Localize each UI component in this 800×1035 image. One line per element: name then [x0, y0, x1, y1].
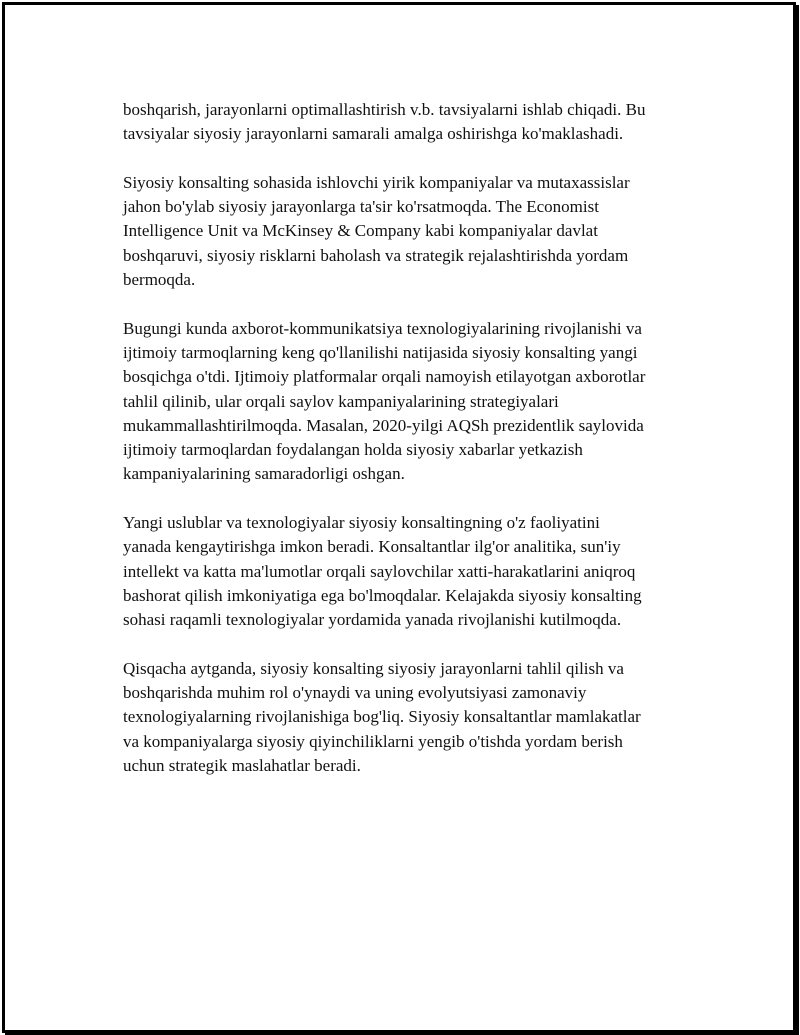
text-line: kampaniyalarining samaradorligi oshgan.	[123, 464, 405, 484]
text-line: jahon bo'ylab siyosiy jarayonlarga ta'sir ko'rsatmoqda. The Economist	[123, 197, 599, 217]
document-body	[123, 98, 689, 803]
text-line: bashorat qilish imkoniyatiga ega bo'lmoqdalar. Kelajakda siyosiy konsalting	[123, 585, 642, 605]
text-line: Yangi uslublar va texnologiyalar siyosiy konsaltingning o'z faoliyatini	[123, 513, 600, 533]
paragraph-2	[123, 171, 689, 292]
paragraph-1	[123, 98, 689, 147]
text-line: Intelligence Unit va McKinsey & Company kabi kompaniyalar davlat	[123, 221, 598, 241]
text-line: bosqichga o'tdi. Ijtimoiy platformalar orqali namoyish etilayotgan axborotlar	[123, 367, 646, 387]
text-line: sohasi raqamli texnologiyalar yordamida yanada rivojlanishi kutilmoqda.	[123, 610, 622, 630]
text-line: boshqaruvi, siyosiy risklarni baholash va strategik rejalashtirishda yordam	[123, 245, 629, 265]
text-line: boshqarishda muhim rol o'ynaydi va uning evolyutsiyasi zamonaviy	[123, 683, 587, 703]
paragraph-5	[123, 657, 689, 778]
text-line: tahlil qilinib, ular orqali saylov kampaniyalarining strategiyalari	[123, 391, 559, 411]
text-line: mukammallashtirilmoqda. Masalan, 2020-yilgi AQSh prezidentlik saylovida	[123, 415, 644, 435]
text-line: yanada kengaytirishga imkon beradi. Konsaltantlar ilg'or analitika, sun'iy	[123, 537, 621, 557]
text-line: uchun strategik maslahatlar beradi.	[123, 756, 361, 776]
text-line: va kompaniyalarga siyosiy qiyinchiliklarni yengib o'tishda yordam berish	[123, 731, 623, 751]
text-line: boshqarish, jarayonlarni optimallashtirish v.b. tavsiyalarni ishlab chiqadi. Bu	[123, 100, 646, 119]
text-line: Siyosiy konsalting sohasida ishlovchi yirik kompaniyalar va mutaxassislar	[123, 172, 630, 192]
text-line: texnologiyalarning rivojlanishiga bog'liq. Siyosiy konsaltantlar mamlakatlar	[123, 707, 641, 727]
text-line: Bugungi kunda axborot-kommunikatsiya texnologiyalarining rivojlanishi va	[123, 318, 642, 338]
text-line: intellekt va katta ma'lumotlar orqali saylovchilar xatti-harakatlarini aniqroq	[123, 561, 636, 581]
text-line: tavsiyalar siyosiy jarayonlarni samarali amalga oshirishga ko'maklashadi.	[123, 124, 624, 144]
document-page	[2, 2, 796, 1033]
text-line: ijtimoiy tarmoqlardan foydalangan holda siyosiy xabarlar yetkazish	[123, 440, 583, 460]
paragraph-3	[123, 317, 689, 487]
paragraph-4	[123, 511, 689, 632]
text-line: Qisqacha aytganda, siyosiy konsalting siyosiy jarayonlarni tahlil qilish va	[123, 658, 624, 678]
text-line: ijtimoiy tarmoqlarning keng qo'llanilishi natijasida siyosiy konsalting yangi	[123, 342, 638, 362]
text-line: bermoqda.	[123, 270, 196, 290]
